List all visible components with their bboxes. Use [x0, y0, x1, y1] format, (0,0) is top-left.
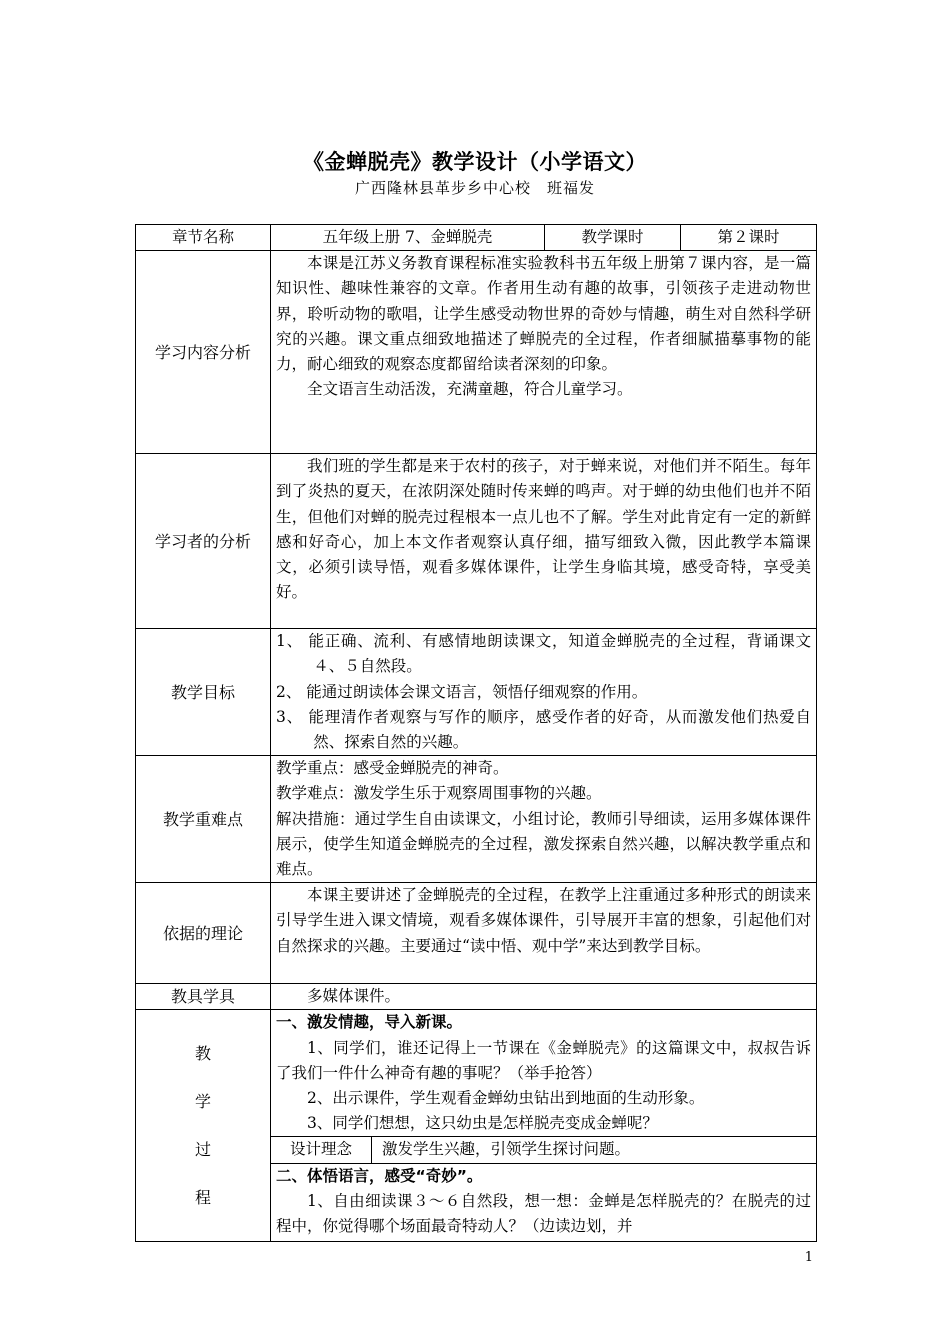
process-label: [136, 1010, 271, 1241]
header-row: [136, 225, 817, 251]
content-analysis-row: [136, 251, 817, 454]
tools-cell: [271, 984, 817, 1010]
section-2-step-1: 1、自由细读课３～６自然段，想一想：金蝉是怎样脱壳的？在脱壳的过程中，你觉得哪个场面最奇特动人？（边读边划，并: [276, 1191, 811, 1236]
theory-label: 依据的理论: [136, 883, 271, 984]
process-char-3: 过: [194, 1140, 211, 1160]
document-author: 广西隆林县革步乡中心校 班福发: [354, 179, 595, 197]
learner-analysis-row: [136, 454, 817, 629]
goals-cell: [271, 629, 817, 756]
process-char-2: 学: [194, 1091, 211, 1111]
section-1-heading: 一、激发情趣，导入新课。: [276, 1013, 463, 1032]
content-paragraph-2: 全文语言生动活泼，充满童趣，符合儿童学习。: [307, 380, 633, 399]
process-section-1: [271, 1010, 817, 1137]
section-1-step-2: 2、出示课件，学生观看金蝉幼虫钻出到地面的生动形象。: [307, 1089, 705, 1108]
section-2-heading: 二、体悟语言，感受“奇妙”。: [276, 1166, 483, 1185]
goal-item-3: 3、 能理清作者观察与写作的顺序，感受作者的好奇，从而激发他们热爱自然、探索自然的兴趣。: [276, 707, 811, 752]
document-title: 《金蝉脱壳》教学设计（小学语文）: [303, 150, 647, 174]
goal-item-1: 1、 能正确、流利、有感情地朗读课文，知道金蝉脱壳的全过程，背诵课文４、５自然段。: [276, 632, 811, 676]
content-analysis-label: 学习内容分析: [136, 251, 271, 454]
learner-analysis-label: 学习者的分析: [136, 454, 271, 629]
key-points-row: [136, 756, 817, 883]
process-label-vertical: [141, 1021, 265, 1231]
lesson-plan-table: [135, 224, 817, 1242]
key-point-difficulty: 教学难点：激发学生乐于观察周围事物的兴趣。: [276, 784, 602, 803]
key-point-solution: 解决措施：通过学生自由读课文，小组讨论，教师引导细读，运用多媒体课件展示，使学生知道金蝉脱壳的全过程，激发探索自然兴趣，以解决教学重点和难点。: [276, 809, 811, 879]
process-char-4: 程: [194, 1188, 211, 1208]
tools-label: 教具学具: [136, 984, 271, 1010]
design-text: 激发学生兴趣，引领学生探讨问题。: [382, 1140, 631, 1159]
section-1-step-1: 1、同学们，谁还记得上一节课在《金蝉脱壳》的这篇课文中，叔叔告诉了我们一件什么神奇有趣的事呢？（举手抢答）: [276, 1038, 811, 1082]
theory-paragraph: 本课主要讲述了金蝉脱壳的全过程，在教学上注重通过多种形式的朗读来引导学生进入课文情境，观看多媒体课件，引导展开丰富的想象，引起他们对自然探求的兴趣。主要通过“读中悟、观中学”来达到教学目标。: [276, 886, 811, 955]
key-points-cell: [271, 756, 817, 883]
hours-label: 教学课时: [545, 225, 681, 251]
page-number: 1: [804, 1250, 813, 1265]
design-cell: [271, 1137, 817, 1163]
hours-value: 第２课时: [681, 225, 817, 251]
process-row-1: [136, 1010, 817, 1137]
process-char-1: 教: [194, 1043, 211, 1063]
design-label: 设计理念: [271, 1137, 372, 1162]
chapter-value: 五年级上册 7、金蝉脱壳: [271, 225, 545, 251]
goals-label: 教学目标: [136, 629, 271, 756]
goals-row: [136, 629, 817, 756]
theory-row: [136, 883, 817, 984]
design-inner-table: [271, 1137, 816, 1162]
key-points-label: 教学重难点: [136, 756, 271, 883]
learner-paragraph: 我们班的学生都是来于农村的孩子，对于蝉来说，对他们并不陌生。每年到了炎热的夏天，在浓阴深处随时传来蝉的鸣声。对于蝉的幼虫他们也并不陌生，但他们对蝉的脱壳过程根本一点儿也不了解。学生对此肯定有一定的新鲜感和好奇心，加上本文作者观察认真仔细，描写细致入微，因此教学本篇课文，必须引读导悟，观看多媒体课件，让学生身临其境，感受奇特，享受美好。: [276, 457, 811, 602]
content-analysis-cell: [271, 251, 817, 454]
goal-item-2: 2、 能通过朗读体会课文语言，领悟仔细观察的作用。: [276, 682, 648, 701]
tools-text: 多媒体课件。: [307, 987, 401, 1006]
tools-row: [136, 984, 817, 1010]
content-paragraph-1: 本课是江苏义务教育课程标准实验教科书五年级上册第７课内容，是一篇知识性、趣味性兼容的文章。作者用生动有趣的故事，引领孩子走进动物世界，聆听动物的歌唱，让学生感受动物世界的奇妙与情趣，萌生对自然科学研究的兴趣。课文重点细致地描述了蝉脱壳的全过程，作者细腻描摹事物的能力，耐心细致的观察态度都留给读者深刻的印象。: [276, 254, 811, 374]
learner-analysis-cell: [271, 454, 817, 629]
theory-cell: [271, 883, 817, 984]
section-1-step-3: 3、同学们想想，这只幼虫是怎样脱壳变成金蝉呢？: [307, 1114, 658, 1133]
key-point-focus: 教学重点：感受金蝉脱壳的神奇。: [276, 759, 509, 778]
process-section-2: [271, 1163, 817, 1241]
chapter-label: 章节名称: [136, 225, 271, 251]
